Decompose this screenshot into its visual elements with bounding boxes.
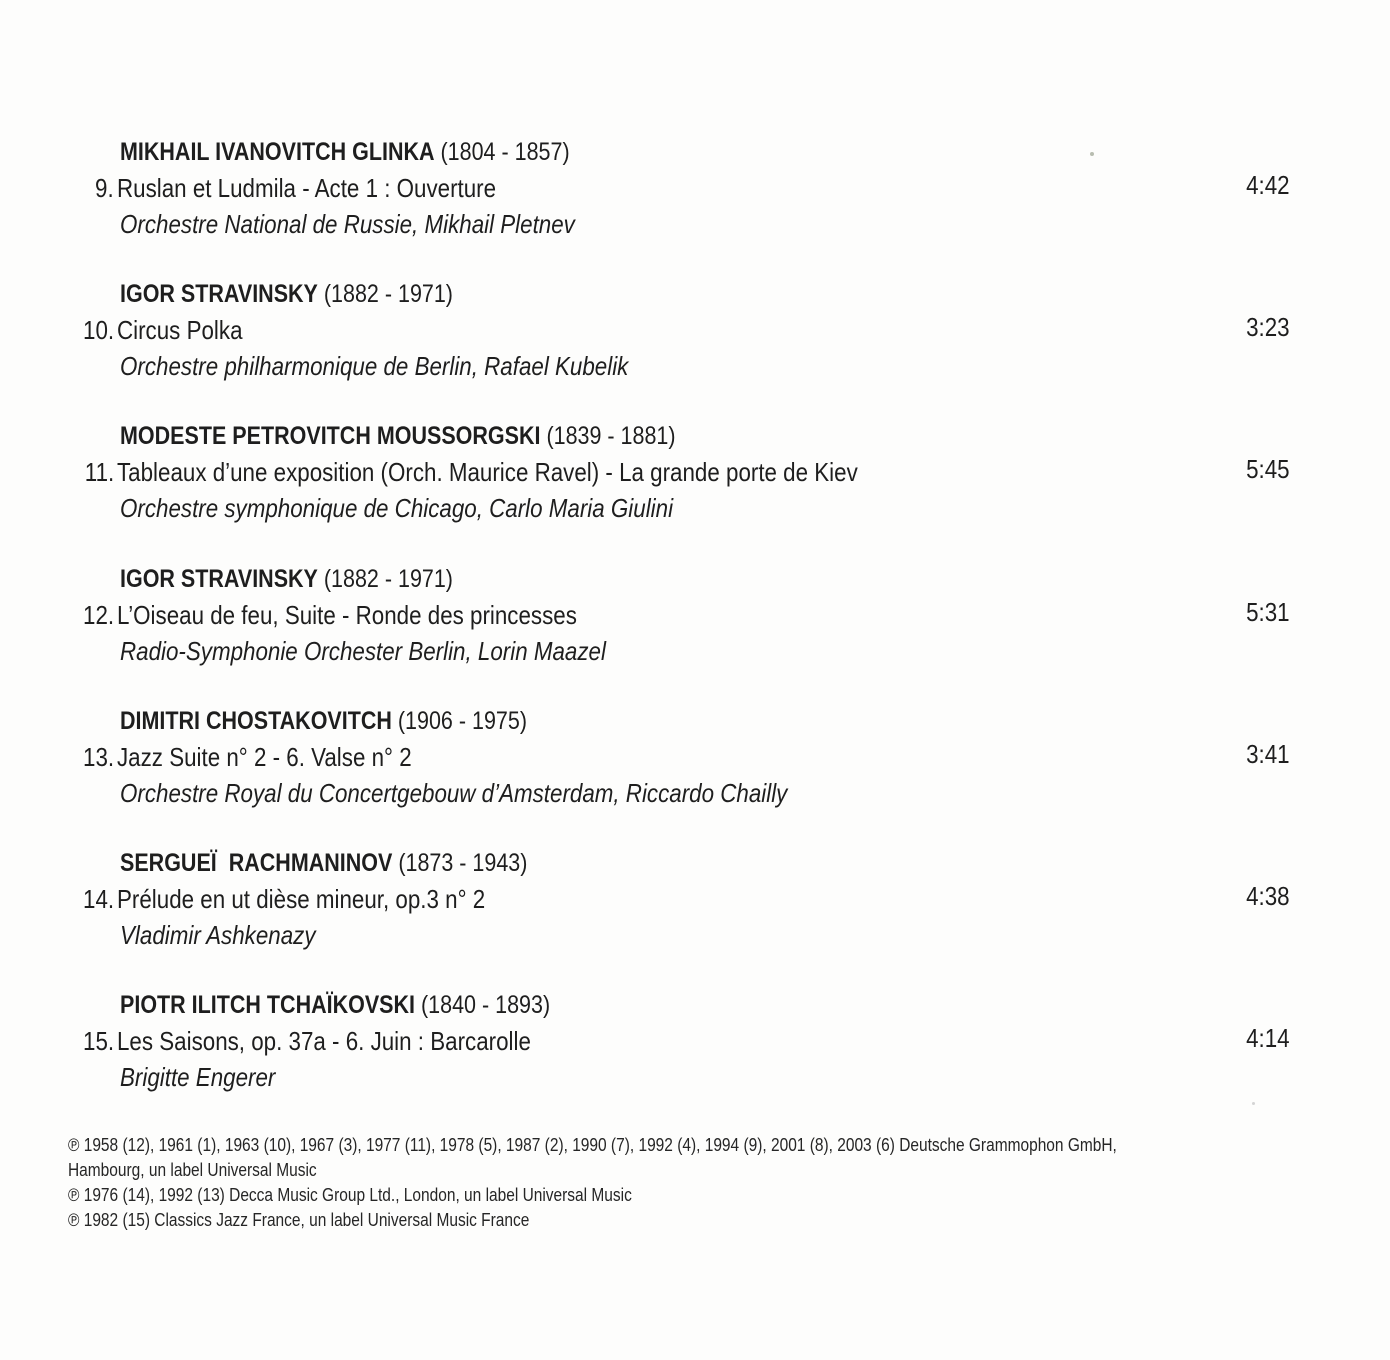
track-title: L’Oiseau de feu, Suite - Ronde des princesses	[117, 600, 577, 630]
track-title: Les Saisons, op. 37a - 6. Juin : Barcarolle	[117, 1026, 531, 1056]
track-duration: 3:23	[1246, 312, 1290, 342]
track-line	[0, 456, 1390, 488]
track-duration: 4:38	[1246, 881, 1290, 911]
track-entry	[0, 848, 1390, 968]
track-entry	[0, 421, 1390, 541]
scan-speck	[1252, 1102, 1255, 1105]
track-line	[0, 1025, 1390, 1057]
track-duration: 4:42	[1246, 170, 1290, 200]
track-number: 9.	[95, 173, 114, 203]
track-performers: Brigitte Engerer	[120, 1062, 276, 1092]
composer-name: DIMITRI CHOSTAKOVITCH	[120, 707, 392, 735]
copyright-credits	[68, 1133, 1368, 1233]
track-duration: 5:31	[1246, 597, 1290, 627]
track-duration: 5:45	[1246, 454, 1290, 484]
composer-line	[120, 421, 676, 451]
composer-name: MIKHAIL IVANOVITCH GLINKA	[120, 138, 435, 166]
track-number: 12.	[82, 600, 114, 630]
track-number: 14.	[82, 884, 114, 914]
composer-line	[120, 706, 527, 736]
composer-dates: (1804 - 1857)	[440, 138, 570, 166]
composer-line	[120, 137, 570, 167]
composer-name: MODESTE PETROVITCH MOUSSORGSKI	[120, 422, 541, 450]
track-entry	[0, 564, 1390, 684]
track-title: Tableaux d’une exposition (Orch. Maurice Ravel) - La grande porte de Kiev	[117, 457, 858, 487]
composer-dates: (1906 - 1975)	[397, 707, 527, 735]
composer-line	[120, 279, 453, 309]
composer-dates: (1840 - 1893)	[421, 991, 551, 1019]
composer-dates: (1882 - 1971)	[323, 565, 453, 593]
composer-line	[120, 848, 527, 878]
track-line	[0, 883, 1390, 915]
track-line	[0, 741, 1390, 773]
track-entry	[0, 279, 1390, 399]
track-line	[0, 172, 1390, 204]
credit-line: ℗ 1976 (14), 1992 (13) Decca Music Group Ltd., London, un label Universal Music	[68, 1185, 632, 1205]
track-performers: Orchestre philharmonique de Berlin, Rafael Kubelik	[120, 351, 629, 381]
track-title: Ruslan et Ludmila - Acte 1 : Ouverture	[117, 173, 497, 203]
composer-line	[120, 564, 453, 594]
credit-line: ℗ 1982 (15) Classics Jazz France, un label Universal Music France	[68, 1210, 530, 1230]
composer-name: SERGUEÏ RACHMANINOV	[120, 849, 393, 877]
track-line	[0, 314, 1390, 346]
track-entry	[0, 990, 1390, 1110]
track-number: 11.	[84, 457, 114, 487]
track-line	[0, 599, 1390, 631]
scan-speck	[1090, 152, 1094, 156]
track-performers: Orchestre symphonique de Chicago, Carlo Maria Giulini	[120, 493, 674, 523]
track-performers: Orchestre Royal du Concertgebouw d’Amsterdam, Riccardo Chailly	[120, 778, 788, 808]
credit-line: Hambourg, un label Universal Music	[68, 1160, 317, 1180]
track-title: Prélude en ut dièse mineur, op.3 n° 2	[117, 884, 486, 914]
track-duration: 3:41	[1246, 739, 1290, 769]
track-number: 13.	[82, 742, 114, 772]
track-title: Jazz Suite n° 2 - 6. Valse n° 2	[117, 742, 412, 772]
track-performers: Orchestre National de Russie, Mikhail Pletnev	[120, 209, 575, 239]
track-number: 15.	[82, 1026, 114, 1056]
composer-dates: (1839 - 1881)	[546, 422, 676, 450]
composer-dates: (1882 - 1971)	[323, 280, 453, 308]
composer-line	[120, 990, 550, 1020]
track-title: Circus Polka	[117, 315, 243, 345]
track-performers: Vladimir Ashkenazy	[120, 920, 316, 950]
track-entry	[0, 706, 1390, 826]
composer-name: PIOTR ILITCH TCHAÏKOVSKI	[120, 991, 416, 1019]
credit-line: ℗ 1958 (12), 1961 (1), 1963 (10), 1967 (3), 1977 (11), 1978 (5), 1987 (2), 1990 (7), 1992 (4), 1994 (9), 2001 (8), 2003 (6) Deutsche Grammophon GmbH,	[68, 1135, 1117, 1155]
composer-name: IGOR STRAVINSKY	[120, 280, 318, 308]
composer-name: IGOR STRAVINSKY	[120, 565, 318, 593]
track-number: 10.	[82, 315, 114, 345]
composer-dates: (1873 - 1943)	[398, 849, 528, 877]
track-duration: 4:14	[1246, 1023, 1290, 1053]
track-entry	[0, 137, 1390, 257]
track-performers: Radio-Symphonie Orchester Berlin, Lorin Maazel	[120, 636, 606, 666]
